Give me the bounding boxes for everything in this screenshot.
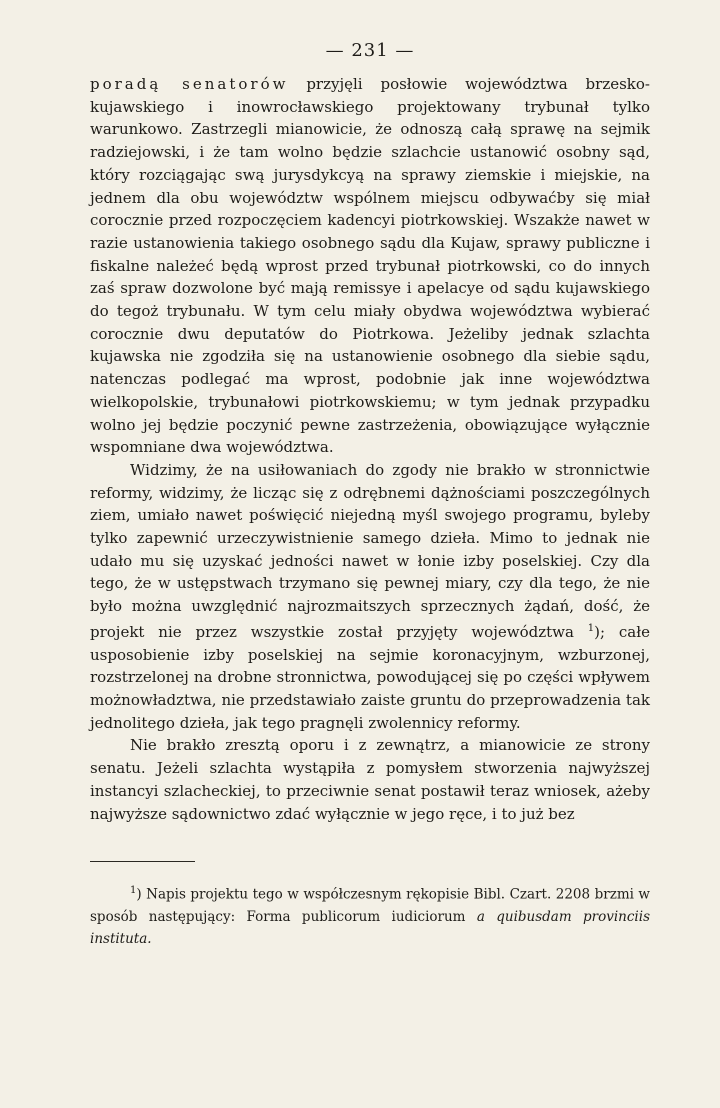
paragraph-1 (90, 73, 650, 459)
page-number: — 231 — (325, 40, 415, 61)
paragraph-3-text: Nie brakło zresztą oporu i z zewnątrz, a mianowicie ze strony senatu. Jeżeli szlachta wystąpiła z pomysłem stworzenia najwyższej instancyi szlacheckiej, to przeciwnie senat postawił teraz wniosek, ażeby najwyższe sądownictwo zdać wyłącznie w jego ręce, i to już bez (90, 736, 650, 823)
footnote-reference[interactable]: 1 (587, 622, 595, 634)
footnote (90, 880, 650, 950)
spaced-lead-text: poradą senatorów (90, 75, 289, 93)
paragraph-2-text-b: ); całe usposobienie izby poselskiej na sejmie koronacyjnym, wzburzonej, rozstrzelonej na drobne stronnictwa, powodującej się po części wpływem możnowładztwa, nie przedstawiało zaiste gruntu do przeprowadzenia tak jednolitego dzieła, jak tego pragnęli zwolennicy reformy. (90, 622, 650, 732)
paragraph-3 (90, 734, 650, 825)
footnote-italic-text: a quibusdam provinciis instituta. (90, 908, 650, 947)
footnote-divider (90, 861, 195, 862)
footnote-marker: 1 (130, 885, 137, 897)
footnote-text: ) Napis projektu tego w współczesnym rękopisie Bibl. Czart. 2208 brzmi w sposób następujący: Forma publicorum iudiciorum (90, 886, 650, 925)
paragraph-2 (90, 459, 650, 734)
paragraph-2-text-a: Widzimy, że na usiłowaniach do zgody nie brakło w stronnictwie reformy, widzimy, że licząc się z odrębnemi dążnościami poszczególnych ziem, umiało nawet poświęcić niejedną myśl swojego programu, byleby tylko zapewnić urzeczywistnienie samego dzieła. Mimo to jednak nie udało mu się uzyskać jedności nawet w łonie izby poselskiej. Czy dla tego, że w ustępstwach trzymano się pewnej miary, czy dla tego, że nie było można uwzględnić najrozmaitszych sprzecznych żądań, dość, że projekt nie przez wszystkie został przyjęty województwa (90, 460, 650, 641)
paragraph-1-text: przyjęli posłowie województwa brzesko-kujawskiego i inowrocławskiego projektowany trybunał tylko warunkowo. Zastrzegli mianowicie, że odnoszą całą sprawę na sejmik radziejowski, i że tam wolno będzie szlachcie ustanowić osobny sąd, który rozciągając swą jurysdykcyą na sprawy ziemskie i miejskie, na jednem dla obu województw wspólnem miejscu odbywaćby się miał corocznie przed rozpoczęciem kadencyi piotrkowskiej. Wszakże nawet w razie ustanowienia takiego osobnego sądu dla Kujaw, sprawy publiczne i fiskalne należeć będą wprost przed trybunał piotrkowski, co do innych zaś spraw dozwolone być mają remissye i apelacye od sądu kujawskiego do tegoż trybunału. W tym celu miały obydwa województwa wybierać corocznie dwu deputatów do Piotrkowa. Jeżeliby jednak szlachta kujawska nie zgodziła się na ustanowienie osobnego dla siebie sądu, natenczas podlegać ma wprost, podobnie jak inne województwa wielkopolskie, trybunałowi piotrkowskiemu; w tym jednak przypadku wolno jej będzie poczynić pewne zastrzeżenia, obowiązujące wyłącznie wspomniane dwa województwa. (90, 75, 650, 457)
